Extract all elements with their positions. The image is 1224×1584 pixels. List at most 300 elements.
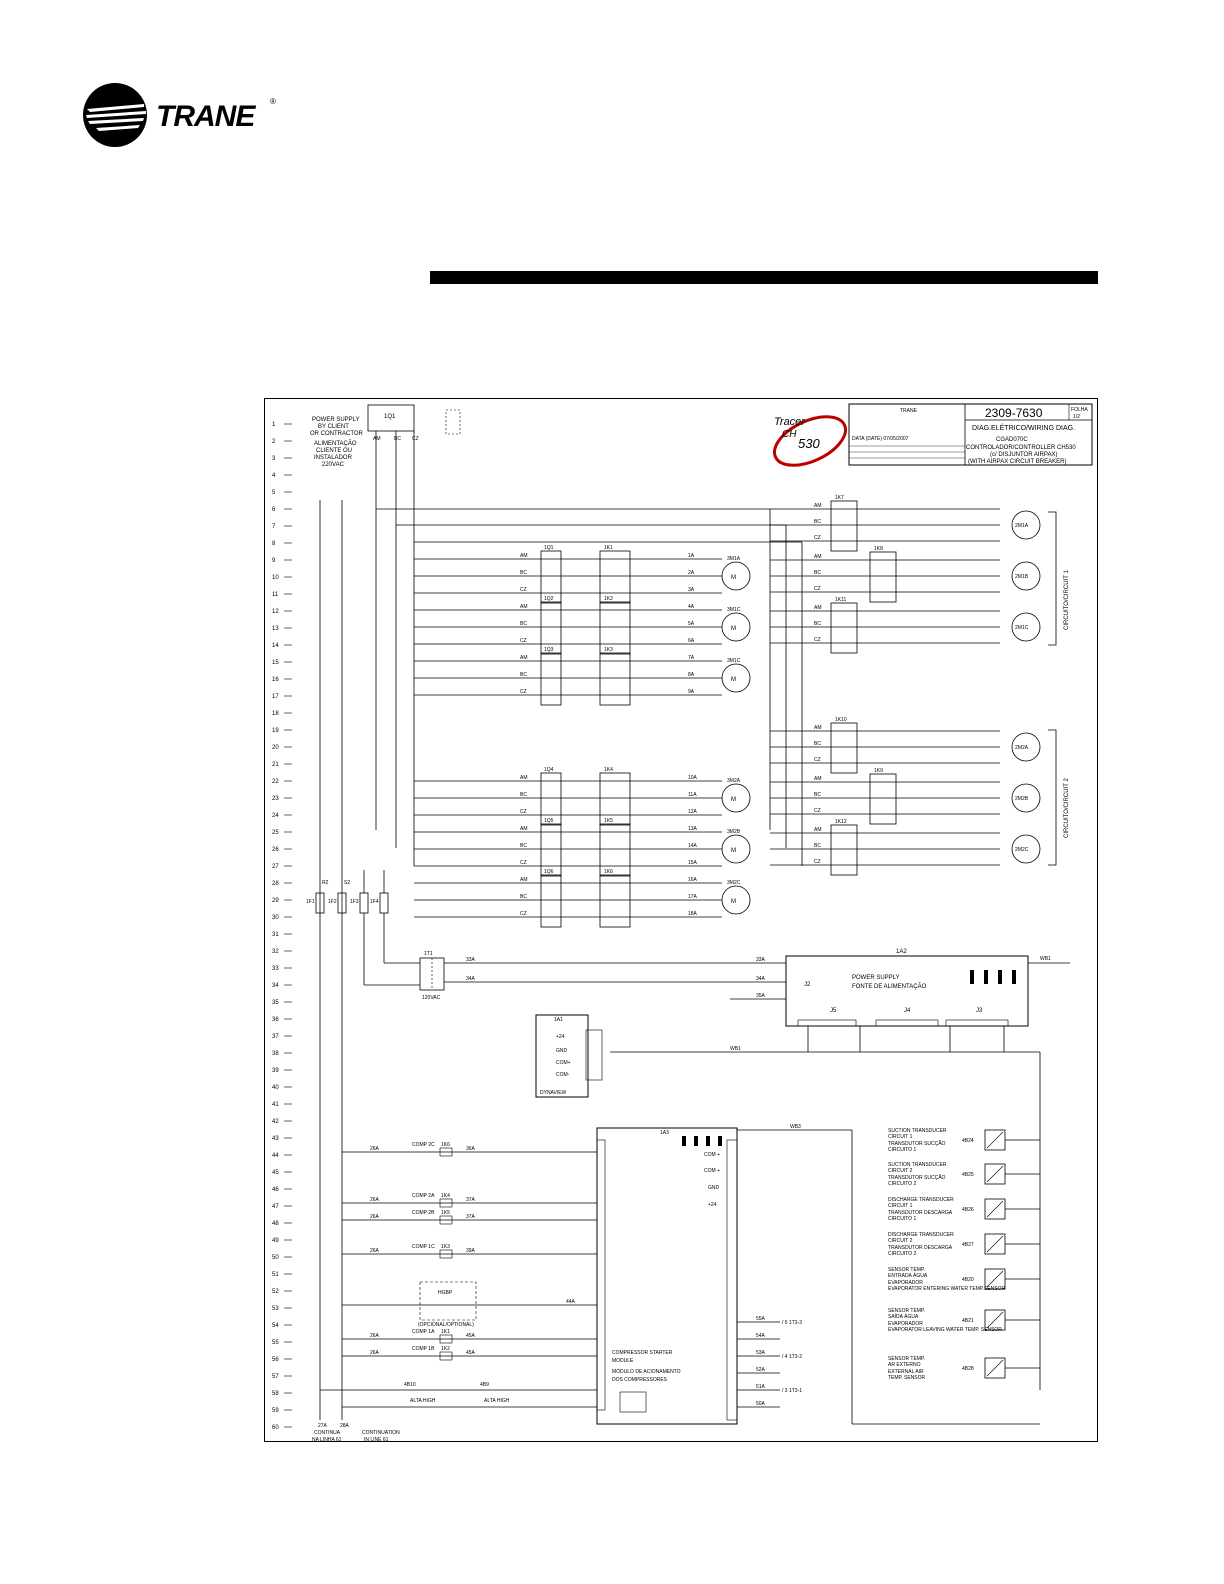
- ground-terminal: [446, 410, 460, 434]
- starter-line-1: COMPRESSOR STARTER: [612, 1350, 673, 1356]
- power-supply-label-3: OR CONTRACTOR: [310, 431, 363, 437]
- fan-motor-label: 3M1C: [727, 607, 741, 613]
- fan-contactor-label: 1K3: [604, 647, 613, 653]
- wire-33a-end: 33A: [756, 957, 765, 963]
- fan-circuits: [414, 545, 750, 927]
- contactor-label: 1K12: [835, 819, 847, 825]
- power-supply-block: [310, 405, 460, 468]
- power-supply-label-2: BY CLIENT: [318, 424, 349, 430]
- motor-label: 2M1B: [1015, 574, 1029, 580]
- row-number: 20: [272, 745, 279, 751]
- sensor-symbol: [987, 1360, 1003, 1376]
- connector-j5: J5: [830, 1008, 837, 1014]
- dynaview-pin-com-minus: COM-: [556, 1072, 570, 1078]
- input-wire-in: 26A: [370, 1146, 379, 1152]
- title-org: TRANE: [900, 408, 917, 414]
- phase-label: BC: [520, 672, 527, 678]
- wire-number: 1A: [688, 553, 695, 559]
- fan-motor-label: 3M2B: [727, 829, 741, 835]
- input-wire-in: 26A: [370, 1214, 379, 1220]
- row-number: 38: [272, 1051, 279, 1057]
- wire-number: 7A: [688, 655, 695, 661]
- pin-gnd: GND: [708, 1185, 720, 1191]
- row-number: 30: [272, 915, 279, 921]
- aux-contact-label: 1K1: [441, 1329, 450, 1335]
- row-number: 42: [272, 1119, 279, 1125]
- title-line-5: (WITH AIRPAX CIRCUIT BREAKER): [968, 459, 1067, 465]
- continua-line: NA LINHA 61: [312, 1437, 342, 1443]
- row-number: 54: [272, 1323, 279, 1329]
- row-number: 39: [272, 1068, 279, 1074]
- motor-symbol: M: [731, 575, 736, 581]
- term-bc: BC: [394, 436, 401, 442]
- continuation-label: CONTINUATION: [362, 1430, 400, 1436]
- title-date: DATA (DATE) 07/05/2007: [852, 436, 909, 442]
- phase-label: CZ: [814, 757, 821, 763]
- fan-contactor-label: 1K6: [604, 869, 613, 875]
- row-number: 5: [272, 490, 276, 496]
- pin-com-plus-1: COM +: [704, 1152, 720, 1158]
- phase-label: AM: [520, 553, 528, 559]
- phase-label: CZ: [520, 860, 527, 866]
- input-wire-in: 26A: [370, 1248, 379, 1254]
- hp-2-note: ALTA HIGH: [484, 1398, 510, 1404]
- fan-motor-icon: [722, 613, 750, 641]
- phase-label: CZ: [520, 587, 527, 593]
- breaker-label: 1Q6: [544, 869, 554, 875]
- sensor-desc: EVAPORATOR ENTERING WATER TEMP.SENSOR: [888, 1286, 1006, 1292]
- sheet-value: 1/2: [1073, 414, 1080, 420]
- dynaview-id: 1A1: [554, 1017, 563, 1023]
- wire-s2: S2: [344, 880, 351, 886]
- phase-label: CZ: [814, 808, 821, 814]
- phase-label: CZ: [520, 638, 527, 644]
- phase-label: AM: [814, 605, 822, 611]
- sensor-id: 4B25: [962, 1172, 974, 1178]
- power-supply-module: [610, 949, 1070, 1390]
- input-label: COMP 2B: [412, 1210, 435, 1216]
- input-label: COMP 1A: [412, 1329, 435, 1335]
- motor-label: 2M2A: [1015, 745, 1029, 751]
- input-label: COMP 1B: [412, 1346, 435, 1352]
- starter-module-id: 1A3: [660, 1130, 669, 1136]
- motor-symbol: M: [731, 797, 736, 803]
- sensor-symbol: [987, 1312, 1003, 1328]
- row-number: 29: [272, 898, 279, 904]
- wire-number: 5A: [688, 621, 695, 627]
- input-wire-out: 37A: [466, 1214, 475, 1220]
- circuit-2-label: CIRCUITO/CIRCUIT 2: [1064, 778, 1070, 838]
- sensor-desc: CIRCUITO 1: [888, 1147, 917, 1153]
- alimentacao-label-2: CLIENTE OU: [316, 448, 353, 454]
- title-line-3: CONTROLADOR/CONTROLLER CH530: [966, 445, 1076, 451]
- wire-number: 15A: [688, 860, 697, 866]
- cable-wb1-label: WB1: [730, 1046, 741, 1052]
- row-number: 49: [272, 1238, 279, 1244]
- footer-wire-27a: 27A: [318, 1423, 327, 1429]
- row-number: 58: [272, 1391, 279, 1397]
- phase-label: BC: [520, 894, 527, 900]
- alimentacao-label: ALIMENTAÇÃO: [314, 441, 357, 447]
- 530-text: 530: [798, 436, 820, 451]
- row-number: 25: [272, 830, 279, 836]
- wire-number: 3A: [688, 587, 695, 593]
- row-number: 57: [272, 1374, 279, 1380]
- sensor-desc: SENSOR TEMP.: [888, 1356, 926, 1362]
- power-module-line-2: FONTE DE ALIMENTAÇÃO: [852, 984, 927, 990]
- input-wire-out: 36A: [466, 1146, 475, 1152]
- output-wire-number: 50A: [756, 1401, 765, 1407]
- fan-contactor-label: 1K1: [604, 545, 613, 551]
- title-line-2: CGAD070C: [996, 437, 1028, 443]
- row-number: 21: [272, 762, 279, 768]
- row-number: 40: [272, 1085, 279, 1091]
- breaker-label: 1Q5: [544, 818, 554, 824]
- sensor-desc: SUCTION TRANSDUCER: [888, 1162, 947, 1168]
- input-wire-in: 26A: [370, 1333, 379, 1339]
- wire-number: 6A: [688, 638, 695, 644]
- sensor-desc: TRANSDUTOR DESCARGA: [888, 1245, 953, 1251]
- row-number: 22: [272, 779, 279, 785]
- continua-label: CONTINUA: [314, 1430, 341, 1436]
- sensor-desc: EVAPORADOR: [888, 1280, 923, 1286]
- continuation-notes: [312, 1423, 400, 1443]
- row-number: 44: [272, 1153, 279, 1159]
- motor-symbol: M: [731, 677, 736, 683]
- starter-outputs: [737, 1316, 802, 1407]
- phase-label: AM: [520, 826, 528, 832]
- phase-label: BC: [814, 621, 821, 627]
- sensor-desc: SAÍDA ÁGUA: [888, 1314, 919, 1320]
- row-number: 24: [272, 813, 279, 819]
- sensor-symbol: [987, 1236, 1003, 1252]
- transformer-secondary: 120VAC: [422, 995, 441, 1001]
- row-number: 52: [272, 1289, 279, 1295]
- compressor-circuits: [770, 495, 1040, 875]
- output-wire-number: 55A: [756, 1316, 765, 1322]
- sensor-id: 4B26: [962, 1207, 974, 1213]
- title-line-4: (c/ DISJUNTOR AIRPAX): [990, 452, 1058, 458]
- fan-motor-icon: [722, 562, 750, 590]
- hgbp-optional: (OPCIONAL/OPTIONAL): [418, 1322, 474, 1328]
- aux-contact-label: 1K3: [441, 1244, 450, 1250]
- sensor-desc: ENTRADA ÁGUA: [888, 1273, 928, 1279]
- contactor-box: [831, 723, 857, 773]
- sensor-desc: SENSOR TEMP.: [888, 1267, 926, 1273]
- phase-label: AM: [814, 725, 822, 731]
- wire-number: 18A: [688, 911, 697, 917]
- dynaview-pin-gnd: GND: [556, 1048, 568, 1054]
- fan-motor-icon: [722, 835, 750, 863]
- title-line-1: DIAG.ELÉTRICO/WIRING DIAG.: [972, 425, 1076, 432]
- input-wire-out: 45A: [466, 1333, 475, 1339]
- row-number: 33: [272, 966, 279, 972]
- phase-label: AM: [520, 775, 528, 781]
- sensor-id: 4B28: [962, 1366, 974, 1372]
- fan-contactor-label: 1K2: [604, 596, 613, 602]
- drawing-number: 2309-7630: [985, 406, 1043, 420]
- phase-label: AM: [814, 503, 822, 509]
- wire-number: 13A: [688, 826, 697, 832]
- wire-number: 8A: [688, 672, 695, 678]
- input-label: COMP 1C: [412, 1244, 435, 1250]
- fan-motor-label: 3M2C: [727, 880, 741, 886]
- row-number: 8: [272, 541, 276, 547]
- row-number: 11: [272, 592, 279, 598]
- phase-label: AM: [520, 655, 528, 661]
- wire-number: 11A: [688, 792, 697, 798]
- hgbp-wire: 44A: [566, 1299, 575, 1305]
- phase-label: CZ: [814, 535, 821, 541]
- row-number: 18: [272, 711, 279, 717]
- phase-label: BC: [520, 621, 527, 627]
- sensor-symbol: [987, 1166, 1003, 1182]
- wire-r2: R2: [322, 880, 329, 886]
- wire-number: 2A: [688, 570, 695, 576]
- row-number: 13: [272, 626, 279, 632]
- motor-symbol: M: [731, 626, 736, 632]
- sensor-desc: EXTERNAL AIR: [888, 1369, 924, 1375]
- motor-symbol: M: [731, 848, 736, 854]
- cable-wb3-module: WB3: [790, 1124, 801, 1130]
- fan-contactor-label: 1K5: [604, 818, 613, 824]
- sensor-id: 4B21: [962, 1318, 974, 1324]
- voltage-label: 220VAC: [322, 462, 344, 468]
- row-number: 17: [272, 694, 279, 700]
- sensor-desc: EVAPORATOR LEAVING WATER TEMP. SENSOR: [888, 1327, 1002, 1333]
- sensor-desc: CIRCUIT 2: [888, 1238, 913, 1244]
- phase-label: AM: [520, 877, 528, 883]
- sensor-desc: DISCHARGE TRANSDUCER: [888, 1232, 954, 1238]
- phase-label: BC: [814, 741, 821, 747]
- row-number: 28: [272, 881, 279, 887]
- contactor-box: [831, 501, 857, 551]
- sensor-desc: SUCTION TRANSDUCER: [888, 1128, 947, 1134]
- output-wire-number: 54A: [756, 1333, 765, 1339]
- output-wire-number: 53A: [756, 1350, 765, 1356]
- phase-label: CZ: [814, 637, 821, 643]
- phase-label: BC: [520, 843, 527, 849]
- fuse-block: [316, 870, 420, 985]
- aux-contact-label: 1K2: [441, 1346, 450, 1352]
- sensor-id: 4B27: [962, 1242, 974, 1248]
- phase-label: BC: [520, 792, 527, 798]
- sensor-desc: CIRCUIT 1: [888, 1203, 913, 1209]
- row-number: 14: [272, 643, 279, 649]
- sensor-desc: DISCHARGE TRANSDUCER: [888, 1197, 954, 1203]
- pin-com-plus-2: COM +: [704, 1168, 720, 1174]
- phase-label: AM: [520, 604, 528, 610]
- row-number: 32: [272, 949, 279, 955]
- row-number: 36: [272, 1017, 279, 1023]
- input-wire-out: 45A: [466, 1350, 475, 1356]
- wire-number: 12A: [688, 809, 697, 815]
- output-destination: / 3 1T3-1: [782, 1388, 803, 1394]
- row-number: 43: [272, 1136, 279, 1142]
- sensor-desc: SENSOR TEMP.: [888, 1308, 926, 1314]
- motor-label: 2M1C: [1015, 625, 1029, 631]
- motor-label: 2M2B: [1015, 796, 1029, 802]
- phase-label: AM: [814, 827, 822, 833]
- wire-number: 9A: [688, 689, 695, 695]
- registered-mark: ®: [270, 97, 276, 106]
- wire-33a: 33A: [466, 957, 475, 963]
- sensor-list: [888, 1128, 1040, 1381]
- row-number: 19: [272, 728, 279, 734]
- sensor-desc: CIRCUITO 2: [888, 1181, 917, 1187]
- circuit-brackets: [1048, 512, 1056, 865]
- aux-contact-label: 1K5: [441, 1210, 450, 1216]
- row-number: 47: [272, 1204, 279, 1210]
- row-number: 56: [272, 1357, 279, 1363]
- footer-wire-28a: 28A: [340, 1423, 349, 1429]
- phase-label: BC: [814, 519, 821, 525]
- row-number: 41: [272, 1102, 279, 1108]
- fan-motor-label: 3M2A: [727, 778, 741, 784]
- input-label: COMP 2C: [412, 1142, 435, 1148]
- wire-34a-end: 34A: [756, 976, 765, 982]
- sensor-desc: CIRCUITO 1: [888, 1216, 917, 1222]
- sensor-symbol: [987, 1201, 1003, 1217]
- phase-label: BC: [814, 792, 821, 798]
- aux-contact-label: 1K4: [441, 1193, 450, 1199]
- sensor-desc: CIRCUIT 2: [888, 1168, 913, 1174]
- row-number: 3: [272, 456, 276, 462]
- sensor-desc: TRANSDUTOR SUCÇÃO: [888, 1175, 946, 1181]
- motor-label: 2M1A: [1015, 523, 1029, 529]
- fan-motor-label: 3M1A: [727, 556, 741, 562]
- row-number-column: [272, 422, 292, 1431]
- dynaview-name: DYNAVIEW: [540, 1090, 567, 1096]
- power-module-line-1: POWER SUPPLY: [852, 975, 900, 981]
- row-number: 12: [272, 609, 279, 615]
- sensor-desc: CIRCUITO 2: [888, 1251, 917, 1257]
- hgbp-option: [342, 1282, 597, 1328]
- row-number: 35: [272, 1000, 279, 1006]
- sensor-desc: TRANSDUTOR DESCARGA: [888, 1210, 953, 1216]
- pin-24: +24: [708, 1202, 717, 1208]
- input-wire-in: 26A: [370, 1197, 379, 1203]
- sensor-symbol: [987, 1132, 1003, 1148]
- term-cz: CZ: [412, 436, 419, 442]
- breaker-label: 1Q4: [544, 767, 554, 773]
- output-wire-number: 51A: [756, 1384, 765, 1390]
- phase-label: CZ: [814, 586, 821, 592]
- output-destination: / 4 1T3-2: [782, 1354, 803, 1360]
- row-number: 31: [272, 932, 279, 938]
- brand-name: TRANE: [156, 100, 255, 133]
- fuse-1f1: 1F1: [306, 899, 315, 905]
- hp-1-note: ALTA HIGH: [410, 1398, 436, 1404]
- input-wire-out: 37A: [466, 1197, 475, 1203]
- fuse-1f4: 1F4: [370, 899, 379, 905]
- row-number: 6: [272, 507, 276, 513]
- sensor-id: 4B20: [962, 1277, 974, 1283]
- row-number: 55: [272, 1340, 279, 1346]
- circuit-1-label: CIRCUITO/CIRCUIT 1: [1064, 570, 1070, 630]
- phase-label: AM: [814, 554, 822, 560]
- wire-number: 14A: [688, 843, 697, 849]
- phase-label: BC: [814, 843, 821, 849]
- connector-j3: J3: [976, 1008, 983, 1014]
- fuse-1f2: 1F2: [328, 899, 337, 905]
- wire-number: 16A: [688, 877, 697, 883]
- power-supply-label: POWER SUPPLY: [312, 417, 360, 423]
- output-wire-number: 52A: [756, 1367, 765, 1373]
- contactor-label: 1K11: [835, 597, 847, 603]
- row-number: 10: [272, 575, 279, 581]
- dynaview-pin-24: +24: [556, 1034, 565, 1040]
- transformer-id: 1T1: [424, 951, 433, 957]
- row-number: 2: [272, 439, 276, 445]
- phase-label: BC: [520, 570, 527, 576]
- disconnect-label: 1Q1: [384, 414, 396, 420]
- fan-motor-icon: [722, 886, 750, 914]
- input-wire-out: 39A: [466, 1248, 475, 1254]
- row-number: 50: [272, 1255, 279, 1261]
- contactor-label: 1K8: [874, 546, 883, 552]
- wire-number: 4A: [688, 604, 695, 610]
- row-number: 4: [272, 473, 276, 479]
- row-number: 60: [272, 1425, 279, 1431]
- fan-motor-icon: [722, 664, 750, 692]
- row-number: 45: [272, 1170, 279, 1176]
- sensor-desc: TEMP. SENSOR: [888, 1375, 926, 1381]
- fan-contactor-label: 1K4: [604, 767, 613, 773]
- wire-number: 17A: [688, 894, 697, 900]
- hgbp-label: HGBP: [438, 1290, 453, 1296]
- sensor-desc: TRANSDUTOR SUCÇÃO: [888, 1141, 946, 1147]
- cable-wb3-label: WB1: [1040, 956, 1051, 962]
- row-number: 9: [272, 558, 276, 564]
- phase-label: CZ: [814, 859, 821, 865]
- breaker-label: 1Q1: [544, 545, 554, 551]
- row-number: 27: [272, 864, 279, 870]
- row-number: 23: [272, 796, 279, 802]
- sensor-desc: EVAPORADOR: [888, 1321, 923, 1327]
- starter-line-2: MODULE: [612, 1358, 634, 1364]
- contactor-box: [870, 552, 896, 602]
- contactor-box: [831, 825, 857, 875]
- connector-j4: J4: [904, 1008, 911, 1014]
- title-block: [849, 404, 1092, 465]
- row-number: 16: [272, 677, 279, 683]
- power-module-id: 1A2: [896, 949, 907, 955]
- term-am: AM: [373, 436, 381, 442]
- contactor-box: [831, 603, 857, 653]
- row-number: 59: [272, 1408, 279, 1414]
- sensor-symbol: [987, 1271, 1003, 1287]
- contactor-label: 1K7: [835, 495, 844, 501]
- compressor-starter-module: [597, 1124, 1040, 1424]
- sensor-desc: CIRCUIT 1: [888, 1134, 913, 1140]
- row-number: 51: [272, 1272, 279, 1278]
- phase-label: CZ: [520, 689, 527, 695]
- starter-line-4: DOS COMPRESSORES: [612, 1377, 668, 1383]
- contactor-box: [870, 774, 896, 824]
- sheet-label: FOLHA: [1071, 407, 1088, 413]
- aux-contact-label: 1K6: [441, 1142, 450, 1148]
- motor-label: 2M2C: [1015, 847, 1029, 853]
- tracer-ch530-logo: [767, 407, 853, 475]
- row-number: 1: [272, 422, 276, 428]
- row-number: 26: [272, 847, 279, 853]
- continuation-line: IN LINE 61: [364, 1437, 389, 1443]
- dynaview-pin-com-plus: COM+: [556, 1060, 571, 1066]
- row-number: 37: [272, 1034, 279, 1040]
- phase-label: CZ: [520, 809, 527, 815]
- input-wire-in: 26A: [370, 1350, 379, 1356]
